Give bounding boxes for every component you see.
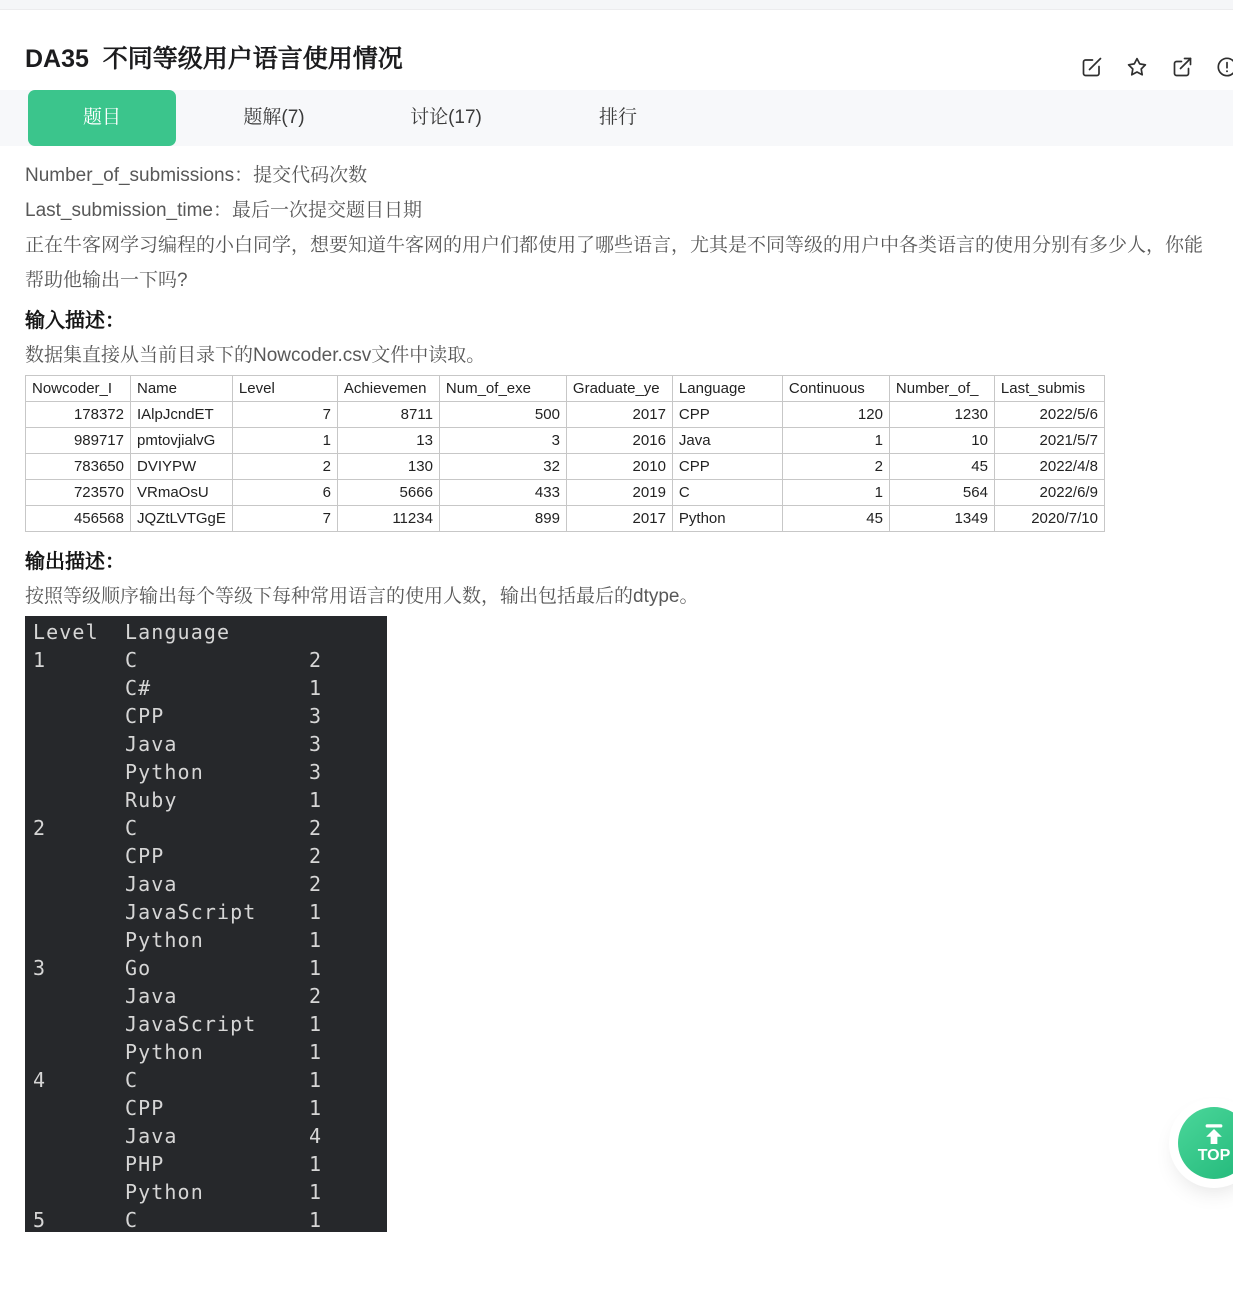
alert-circle-icon[interactable] (1215, 55, 1233, 79)
table-cell: 783650 (26, 454, 131, 480)
table-cell: 2017 (566, 402, 672, 428)
terminal-line: 1 C 2 (33, 648, 323, 672)
table-cell: 2022/5/6 (994, 402, 1104, 428)
problem-content (0, 146, 1233, 1232)
table-cell: 120 (782, 402, 889, 428)
input-sample-table (25, 375, 1105, 532)
description-line: Number_of_submissions：提交代码次数 (25, 165, 368, 186)
terminal-line: CPP 2 (33, 844, 323, 868)
table-cell: Python (672, 506, 782, 532)
description-line: Last_submission_time：最后一次提交题目日期 (25, 200, 422, 221)
tab-bar (0, 90, 1233, 146)
table-cell: C (672, 480, 782, 506)
star-icon[interactable] (1125, 55, 1149, 79)
table-cell: 45 (782, 506, 889, 532)
output-description-label: 输出描述： (25, 551, 125, 573)
table-header-cell: Level (232, 376, 337, 402)
table-cell: 2 (782, 454, 889, 480)
terminal-line: 4 C 1 (33, 1068, 323, 1092)
table-cell: 6 (232, 480, 337, 506)
table-cell: 8711 (337, 402, 439, 428)
table-cell: 11234 (337, 506, 439, 532)
arrow-up-icon (1199, 1123, 1229, 1147)
table-cell: Java (672, 428, 782, 454)
table-cell: VRmaOsU (131, 480, 233, 506)
table-header-cell: Graduate_ye (566, 376, 672, 402)
edit-icon[interactable] (1080, 55, 1104, 79)
table-cell: 7 (232, 402, 337, 428)
terminal-line: Python 1 (33, 1180, 323, 1204)
table-cell: 564 (889, 480, 994, 506)
terminal-line: Python 1 (33, 1040, 323, 1064)
table-cell: IAlpJcndET (131, 402, 233, 428)
table-cell: 989717 (26, 428, 131, 454)
tab-ranking[interactable]: 排行 (598, 107, 637, 128)
tab-problem[interactable]: 题目 (28, 90, 176, 146)
table-header-cell: Continuous (782, 376, 889, 402)
output-description-text: 按照等级顺序输出每个等级下每种常用语言的使用人数，输出包括最后的dtype。 (25, 586, 699, 607)
table-cell: 3 (439, 428, 566, 454)
table-cell: 10 (889, 428, 994, 454)
table-cell: pmtovjialvG (131, 428, 233, 454)
external-link-icon[interactable] (1170, 55, 1194, 79)
table-cell: 1230 (889, 402, 994, 428)
table-cell: 899 (439, 506, 566, 532)
table-header-cell: Name (131, 376, 233, 402)
table-row (26, 402, 1105, 428)
terminal-line: C# 1 (33, 676, 323, 700)
table-cell: 2010 (566, 454, 672, 480)
table-cell: 1 (782, 480, 889, 506)
terminal-line: Python 3 (33, 760, 323, 784)
terminal-line: Python 1 (33, 928, 323, 952)
table-cell: 130 (337, 454, 439, 480)
table-cell: JQZtLVTGgE (131, 506, 233, 532)
top-strip (0, 0, 1233, 10)
table-header-cell: Num_of_exe (439, 376, 566, 402)
page-header (0, 10, 1233, 90)
table-cell: 2016 (566, 428, 672, 454)
terminal-line: 2 C 2 (33, 816, 323, 840)
table-cell: CPP (672, 454, 782, 480)
table-header-row (26, 376, 1105, 402)
terminal-line: JavaScript 1 (33, 900, 323, 924)
terminal-line: JavaScript 1 (33, 1012, 323, 1036)
table-cell: 2022/4/8 (994, 454, 1104, 480)
table-cell: 2 (232, 454, 337, 480)
table-cell: 178372 (26, 402, 131, 428)
back-to-top-label: TOP (1197, 1146, 1231, 1164)
table-cell: 45 (889, 454, 994, 480)
terminal-line: Java 3 (33, 732, 323, 756)
table-cell: 1349 (889, 506, 994, 532)
output-sample-terminal (25, 616, 387, 1232)
table-row (26, 480, 1105, 506)
input-description-text: 数据集直接从当前目录下的Nowcoder.csv文件中读取。 (25, 345, 486, 366)
input-description-label: 输入描述： (25, 310, 125, 332)
table-cell: 2021/5/7 (994, 428, 1104, 454)
table-row (26, 506, 1105, 532)
table-cell: 433 (439, 480, 566, 506)
table-header-cell: Nowcoder_I (26, 376, 131, 402)
terminal-line: Java 2 (33, 984, 323, 1008)
table-cell: 723570 (26, 480, 131, 506)
terminal-line: Ruby 1 (33, 788, 323, 812)
table-cell: 2022/6/9 (994, 480, 1104, 506)
header-toolbar (1080, 55, 1233, 79)
table-row (26, 428, 1105, 454)
terminal-line: PHP 1 (33, 1152, 323, 1176)
table-cell: 2017 (566, 506, 672, 532)
table-header-cell: Last_submis (994, 376, 1104, 402)
table-header-cell: Number_of_ (889, 376, 994, 402)
terminal-line: Level Language (33, 620, 231, 644)
terminal-line: 3 Go 1 (33, 956, 323, 980)
table-header-cell: Achievemen (337, 376, 439, 402)
description-line: 正在牛客网学习编程的小白同学，想要知道牛客网的用户们都使用了哪些语言，尤其是不同等级的用户中各类语言的使用分别有多少人，你能帮助他输出一下吗? (25, 235, 1204, 291)
terminal-line: Java 2 (33, 872, 323, 896)
table-cell: 5666 (337, 480, 439, 506)
terminal-line: 5 C 1 (33, 1208, 323, 1232)
terminal-line: Java 4 (33, 1124, 323, 1148)
table-cell: 13 (337, 428, 439, 454)
tab-discussion[interactable]: 讨论(17) (410, 107, 482, 128)
page-title: DA35 不同等级用户语言使用情况 (25, 45, 403, 73)
terminal-line: CPP 3 (33, 704, 323, 728)
table-cell: 1 (782, 428, 889, 454)
table-cell: 500 (439, 402, 566, 428)
table-header-cell: Language (672, 376, 782, 402)
table-row (26, 454, 1105, 480)
table-cell: 7 (232, 506, 337, 532)
table-cell: DVIYPW (131, 454, 233, 480)
table-cell: 32 (439, 454, 566, 480)
terminal-line: CPP 1 (33, 1096, 323, 1120)
tab-solutions[interactable]: 题解(7) (243, 107, 305, 128)
table-cell: 1 (232, 428, 337, 454)
table-cell: 2019 (566, 480, 672, 506)
table-cell: 2020/7/10 (994, 506, 1104, 532)
table-cell: CPP (672, 402, 782, 428)
table-cell: 456568 (26, 506, 131, 532)
